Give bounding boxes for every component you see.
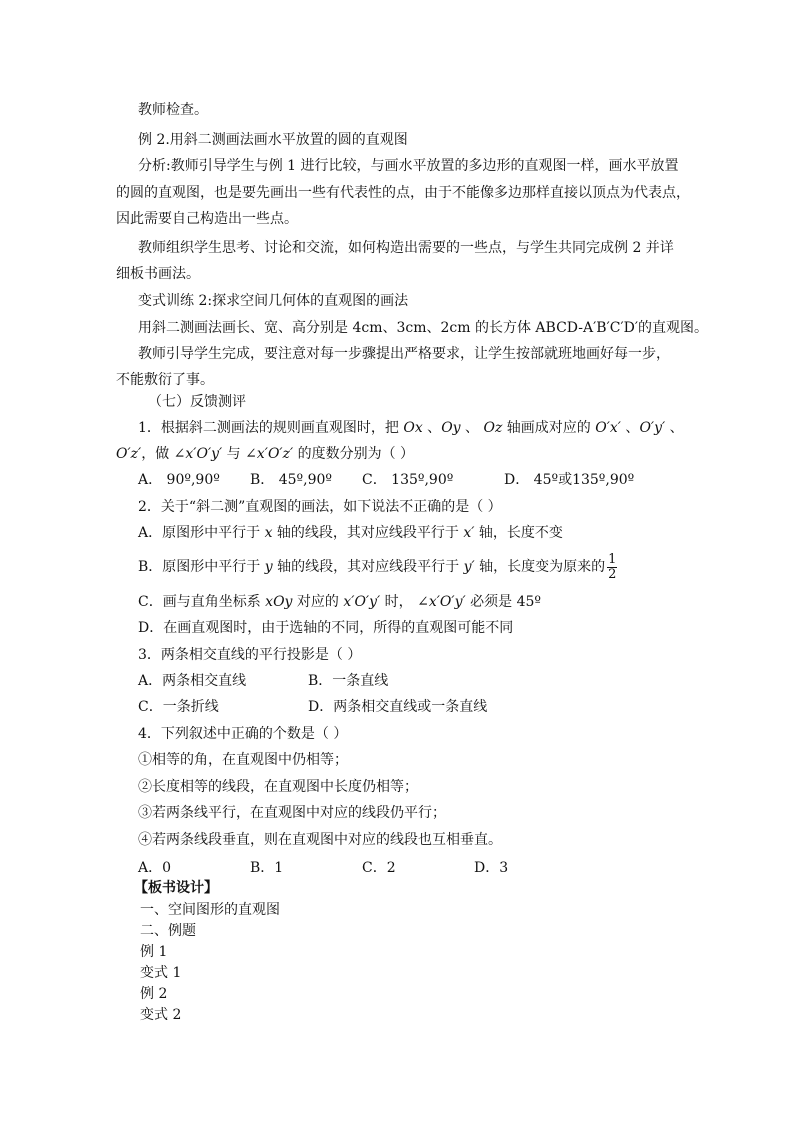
q1-ozp: O′z′ bbox=[116, 446, 142, 462]
q4-option-b: B．1 bbox=[250, 860, 284, 876]
q2-c-text: 时， bbox=[380, 594, 418, 610]
analysis-line-3: 因此需要自己构造出一些点。 bbox=[116, 211, 298, 227]
q1-ox: Ox bbox=[403, 420, 423, 436]
q1-text: 轴画成对应的 bbox=[502, 420, 596, 436]
q4-statement-4: ④若两条线段垂直，则在直观图中对应的线段也互相垂直。 bbox=[138, 832, 502, 848]
q2-c-xoy: xOy bbox=[265, 594, 293, 610]
q3-option-b: B．一条直线 bbox=[308, 673, 389, 689]
board-item-4: 变式 1 bbox=[140, 965, 182, 981]
q3-option-c: C．一条折线 bbox=[138, 699, 219, 715]
q4-option-c: C．2 bbox=[362, 860, 396, 876]
q1-sep: 、 bbox=[665, 420, 684, 436]
board-item-1: 一、空间图形的直观图 bbox=[140, 902, 280, 918]
q1-oyp: O′y′ bbox=[639, 420, 666, 436]
board-item-6: 变式 2 bbox=[140, 1007, 182, 1023]
feedback-heading: （七）反馈测评 bbox=[148, 394, 246, 410]
q1-option-c: C． 135º,90º bbox=[362, 472, 454, 488]
analysis-line-2: 的圆的直观图，也是要先画出一些有代表性的点，由于不能像多边那样直接以顶点为代表点， bbox=[116, 185, 690, 201]
q1-line-2 bbox=[116, 444, 414, 464]
q2-option-c bbox=[138, 592, 541, 612]
q1-text: ，做 bbox=[141, 446, 174, 462]
q1-angle-2: ∠x′O′z′ bbox=[245, 446, 294, 462]
q2-b-text: 轴的线段，其对应线段平行于 bbox=[272, 559, 464, 575]
guide-line-1: 教师引导学生完成，要注意对每一步骤提出严格要求，让学生按部就班地画好每一步， bbox=[138, 346, 670, 362]
q1-sep: 、 bbox=[460, 420, 484, 436]
example2-title: 例 2.用斜二测画法画水平放置的圆的直观图 bbox=[138, 132, 408, 148]
q1-option-b: B． 45º,90º bbox=[250, 472, 332, 488]
organize-line-2: 细板书画法。 bbox=[116, 266, 200, 282]
guide-line-2: 不能敷衍了事。 bbox=[116, 372, 214, 388]
q2-b-text: 轴，长度变为原来的 bbox=[474, 559, 606, 575]
teacher-check: 教师检查。 bbox=[138, 102, 208, 118]
q2-a-xp: x′ bbox=[463, 525, 475, 541]
q1-sep: 、 bbox=[422, 420, 442, 436]
q1-line-1 bbox=[138, 418, 684, 438]
q2-b-yp: y′ bbox=[463, 559, 475, 575]
q2-b-y: y bbox=[264, 559, 273, 575]
q1-oy: Oy bbox=[441, 420, 461, 436]
q1-oxp: O′x′ bbox=[595, 420, 621, 436]
q1-text: 的度数分别为（ ） bbox=[293, 446, 415, 462]
q2-c-angle: ∠x′O′y′ bbox=[417, 594, 466, 610]
q3-option-a: A．两条相交直线 bbox=[138, 673, 247, 689]
q2-stem: 2．关于“斜二测”直观图的画法，如下说法不正确的是（ ） bbox=[138, 499, 502, 515]
q2-option-d: D．在画直观图时，由于选轴的不同，所得的直观图可能不同 bbox=[138, 620, 514, 636]
fraction-denominator: 2 bbox=[608, 566, 617, 582]
q4-statement-1: ①相等的角，在直观图中仍相等； bbox=[138, 752, 348, 768]
q4-option-d: D．3 bbox=[474, 860, 509, 876]
q1-option-d: D． 45º或135º,90º bbox=[504, 472, 635, 488]
q2-c-xoyp: x′O′y′ bbox=[343, 594, 381, 610]
q1-option-a: A． 90º,90º bbox=[138, 472, 220, 488]
q2-c-text: 必须是 45º bbox=[465, 594, 541, 610]
q1-sep: 、 bbox=[620, 420, 640, 436]
q2-a-x: x bbox=[264, 525, 273, 541]
q2-option-a bbox=[138, 523, 563, 543]
analysis-line-1: 分析:教师引导学生与例 1 进行比较，与画水平放置的多边形的直观图一样，画水平放置 bbox=[138, 158, 679, 174]
q4-stem: 4．下列叙述中正确的个数是（ ） bbox=[138, 726, 348, 742]
board-item-5: 例 2 bbox=[140, 986, 168, 1002]
q2-a-text: 轴的线段，其对应线段平行于 bbox=[272, 525, 464, 541]
q1-text: 与 bbox=[222, 446, 246, 462]
q2-c-text: C．画与直角坐标系 bbox=[138, 594, 266, 610]
q4-statement-3: ③若两条线平行，在直观图中对应的线段仍平行； bbox=[138, 805, 446, 821]
q1-oz: Oz bbox=[483, 420, 503, 436]
q2-c-text: 对应的 bbox=[292, 594, 344, 610]
q3-option-d: D．两条相交直线或一条直线 bbox=[308, 699, 488, 715]
board-item-3: 例 1 bbox=[140, 944, 168, 960]
variant2-title: 变式训练 2:探求空间几何体的直观图的画法 bbox=[138, 293, 409, 309]
q1-angle-1: ∠x′O′y′ bbox=[173, 446, 223, 462]
board-heading: 【板书设计】 bbox=[134, 880, 218, 896]
one-half-fraction bbox=[607, 553, 617, 582]
fraction-numerator: 1 bbox=[608, 551, 617, 567]
q2-option-b bbox=[138, 552, 617, 582]
q1-text: 1．根据斜二测画法的规则画直观图时，把 bbox=[138, 420, 404, 436]
organize-line-1: 教师组织学生思考、讨论和交流，如何构造出需要的一些点，与学生共同完成例 2 并详 bbox=[138, 240, 674, 256]
q2-a-text: 轴，长度不变 bbox=[474, 525, 563, 541]
q2-a-text: A．原图形中平行于 bbox=[138, 525, 265, 541]
q3-stem: 3．两条相交直线的平行投影是（ ） bbox=[138, 647, 362, 663]
q4-option-a: A．0 bbox=[138, 860, 172, 876]
q4-statement-2: ②长度相等的线段，在直观图中长度仍相等； bbox=[138, 779, 418, 795]
variant2-task: 用斜二测画法画长、宽、高分别是 4cm、3cm、2cm 的长方体 ABCD-A′B′C′D′的直观图。 bbox=[138, 320, 709, 336]
board-item-2: 二、例题 bbox=[140, 923, 196, 939]
q2-b-text: B．原图形中平行于 bbox=[138, 559, 265, 575]
